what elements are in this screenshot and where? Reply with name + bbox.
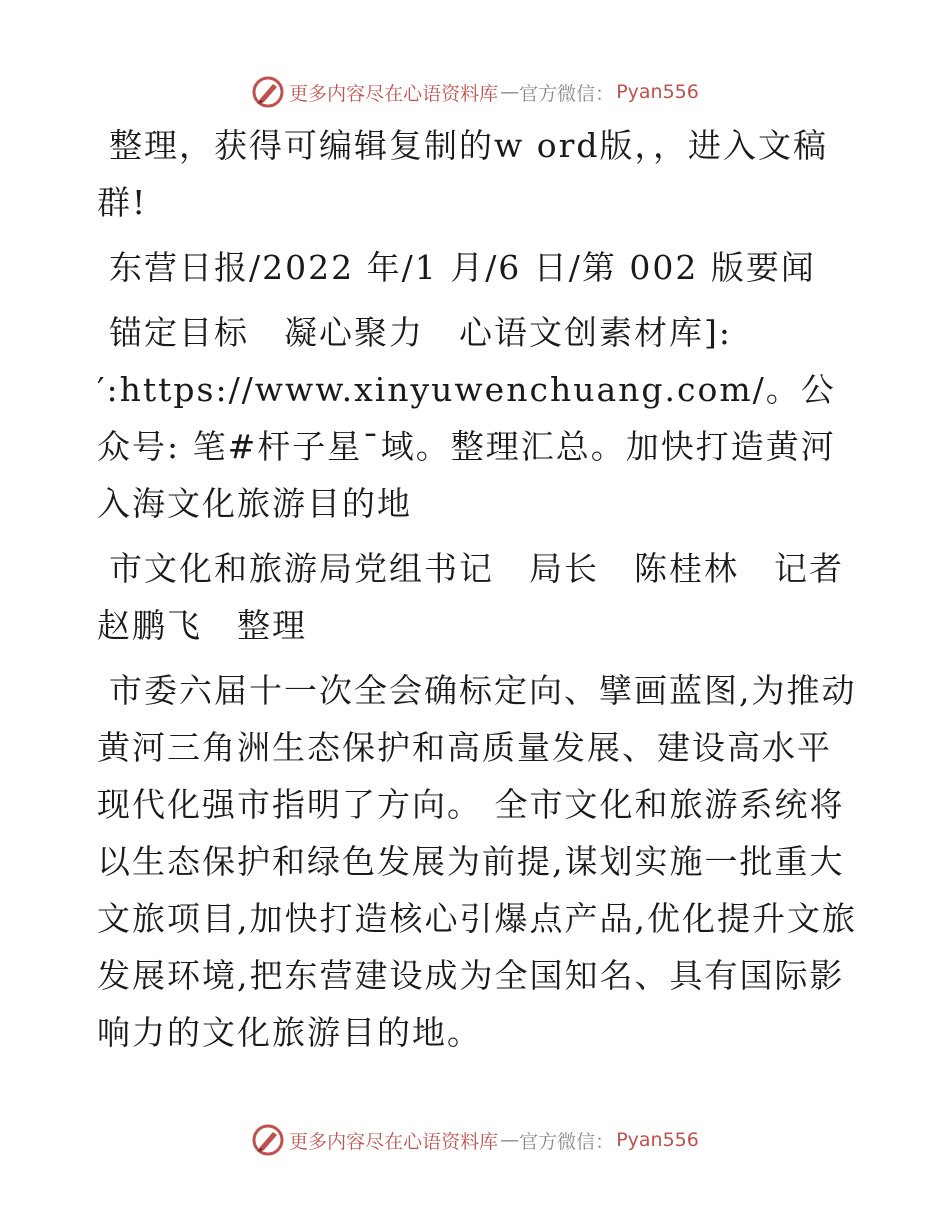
banner-wechat-id: Pyan556	[616, 81, 699, 103]
pen-logo-icon	[251, 1123, 285, 1157]
source-line: 东营日报/2022 年/1 月/6 日/第 002 版要闻	[109, 248, 816, 287]
footer-watermark-banner	[0, 1118, 950, 1162]
document-body	[97, 117, 857, 1069]
byline-paragraph: 市文化和旅游局党组书记 局长 陈桂林 记者赵鹏飞 整理	[97, 549, 844, 645]
banner-wechat-id: Pyan556	[616, 1129, 699, 1151]
banner-text: 更多内容尽在心语资料库	[289, 82, 499, 105]
headline-paragraph: 锚定目标 凝心聚力 心语文创素材库]:′:https://www.xinyuwenchuang.com/。公众号: 笔#杆子星¯域。整理汇总。加快打造黄河入海文化旅游目的地	[97, 313, 836, 523]
banner-wechat-label: 官方微信：	[519, 82, 615, 105]
banner-separator: —	[500, 1129, 518, 1151]
intro-paragraph: 整理，获得可编辑复制的w ord版，，进入文稿群!	[97, 126, 829, 222]
banner-separator: —	[500, 81, 518, 103]
body-paragraph: 市委六届十一次全会确标定向、擘画蓝图,为推动黄河三角洲生态保护和高质量发展、建设高水平现代化强市指明了方向。 全市文化和旅游系统将以生态保护和绿色发展为前提,谋划实施一批重大文旅项目,加快打造核心引爆点产品,优化提升文旅发展环境,把东营建设成为全国知名、具有国际影响力的文化旅游目的地。	[97, 671, 857, 1052]
header-watermark-banner	[0, 70, 950, 114]
pen-logo-icon	[251, 75, 285, 109]
banner-text: 更多内容尽在心语资料库	[289, 1130, 499, 1153]
banner-wechat-label: 官方微信：	[519, 1130, 615, 1153]
